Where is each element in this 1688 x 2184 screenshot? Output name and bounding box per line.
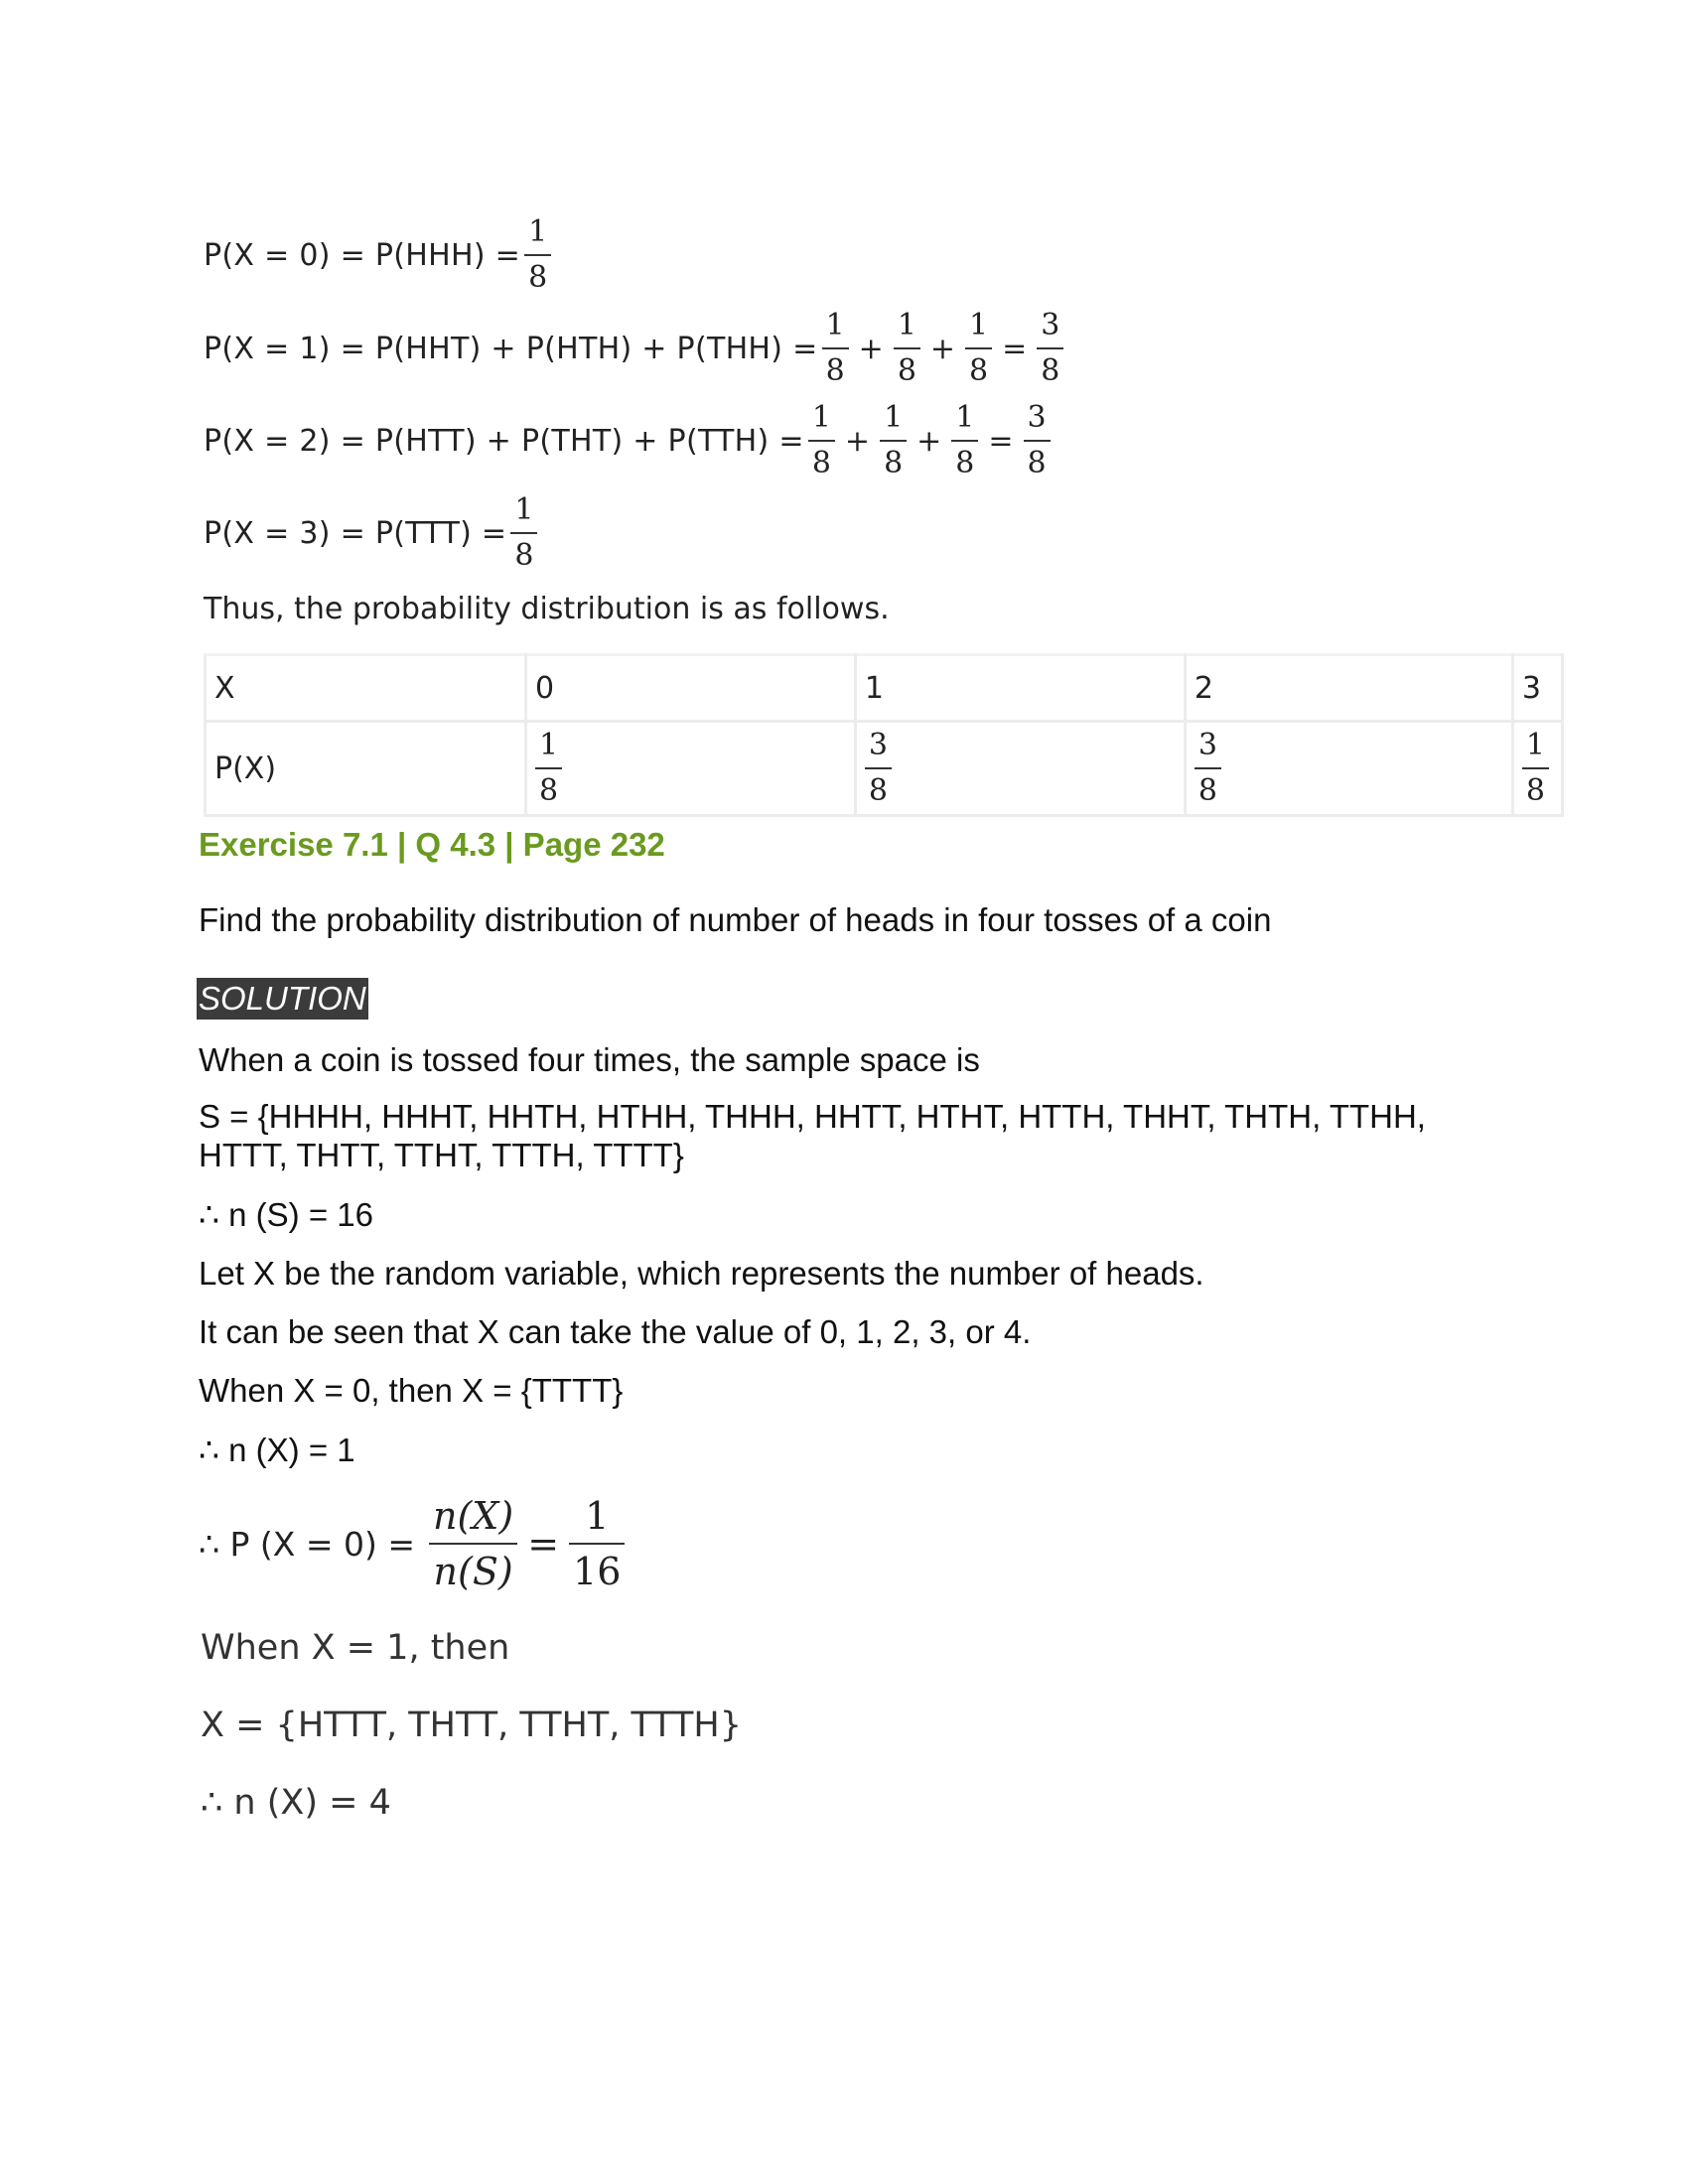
plus-sign: + bbox=[916, 423, 942, 459]
equation-lhs: P(X = 3) = P(TTT) = bbox=[204, 515, 507, 551]
fraction: $\frac{3}{8}$ bbox=[1037, 304, 1063, 393]
equation-px0 bbox=[204, 210, 555, 300]
solution-label: SOLUTION bbox=[197, 978, 368, 1020]
equation-lhs: P(X = 0) = P(HHH) = bbox=[204, 237, 521, 273]
row-header-px: P(X) bbox=[206, 722, 526, 816]
p-value bbox=[1512, 722, 1562, 816]
solution-line: ∴ n (X) = 1 bbox=[199, 1432, 355, 1468]
fraction: $\frac{3}{8}$ bbox=[1024, 396, 1051, 485]
fraction: $\frac{1}{16}$ bbox=[569, 1489, 625, 1598]
fraction: $\frac{1}{8}$ bbox=[1522, 724, 1549, 813]
plus-sign: + bbox=[844, 423, 871, 459]
fraction: $\frac{3}{8}$ bbox=[1195, 724, 1221, 813]
fraction: $\frac{1}{8}$ bbox=[822, 304, 849, 393]
p-value bbox=[525, 722, 855, 816]
solution-line: X = {HTTT, THTT, TTHT, TTTH} bbox=[201, 1706, 742, 1745]
table-row bbox=[206, 722, 1563, 816]
plus-sign: + bbox=[858, 331, 884, 366]
equation-px2 bbox=[204, 396, 1055, 485]
x-value: 0 bbox=[525, 655, 855, 722]
solution-line: Let X be the random variable, which represents the number of heads. bbox=[199, 1255, 1204, 1292]
table-row bbox=[206, 655, 1563, 722]
fraction: $\frac{1}{8}$ bbox=[965, 304, 992, 393]
fraction: $\frac{1}{8}$ bbox=[808, 396, 835, 485]
fraction: $\frac{n(X)}{n(S)}$ bbox=[429, 1489, 517, 1598]
distribution-intro-text: Thus, the probability distribution is as follows. bbox=[204, 592, 890, 626]
plus-sign: + bbox=[929, 331, 956, 366]
solution-line: HTTT, THTT, TTHT, TTTH, TTTT} bbox=[199, 1137, 684, 1173]
p-value bbox=[1185, 722, 1512, 816]
equation-px1 bbox=[204, 304, 1067, 393]
px0-equation bbox=[199, 1489, 629, 1598]
fraction: $\frac{1}{8}$ bbox=[535, 724, 562, 813]
p-value bbox=[855, 722, 1185, 816]
fraction: $\frac{1}{8}$ bbox=[880, 396, 907, 485]
fraction: $\frac{1}{8}$ bbox=[524, 210, 551, 300]
fraction: $\frac{1}{8}$ bbox=[894, 304, 920, 393]
question-text: Find the probability distribution of number of heads in four tosses of a coin bbox=[199, 901, 1272, 938]
solution-line: When X = 0, then X = {TTTT} bbox=[199, 1372, 624, 1409]
distribution-table bbox=[204, 653, 1564, 817]
solution-line: It can be seen that X can take the value of 0, 1, 2, 3, or 4. bbox=[199, 1313, 1032, 1350]
solution-line: When a coin is tossed four times, the sample space is bbox=[199, 1041, 980, 1078]
fraction: $\frac{1}{8}$ bbox=[510, 488, 537, 578]
fraction: $\frac{1}{8}$ bbox=[951, 396, 978, 485]
equation-lhs: P(X = 1) = P(HHT) + P(HTH) + P(THH) = bbox=[204, 331, 818, 366]
question-heading: Exercise 7.1 | Q 4.3 | Page 232 bbox=[199, 826, 665, 863]
equation-lhs: ∴ P (X = 0) = bbox=[199, 1524, 415, 1564]
x-value: 2 bbox=[1185, 655, 1512, 722]
equals-sign: = bbox=[988, 423, 1014, 459]
fraction: $\frac{3}{8}$ bbox=[865, 724, 892, 813]
solution-line: ∴ n (X) = 4 bbox=[201, 1783, 391, 1823]
x-value: 3 bbox=[1512, 655, 1562, 722]
equals-sign: = bbox=[527, 1522, 560, 1566]
solution-line: When X = 1, then bbox=[201, 1628, 510, 1668]
equation-lhs: P(X = 2) = P(HTT) + P(THT) + P(TTH) = bbox=[204, 423, 804, 459]
x-value: 1 bbox=[855, 655, 1185, 722]
row-header-x: X bbox=[206, 655, 526, 722]
equals-sign: = bbox=[1002, 331, 1028, 366]
solution-line: S = {HHHH, HHHT, HHTH, HTHH, THHH, HHTT, HTHT, HTTH, THHT, THTH, TTHH, bbox=[199, 1098, 1426, 1135]
solution-line: ∴ n (S) = 16 bbox=[199, 1196, 373, 1233]
equation-px3 bbox=[204, 488, 541, 578]
